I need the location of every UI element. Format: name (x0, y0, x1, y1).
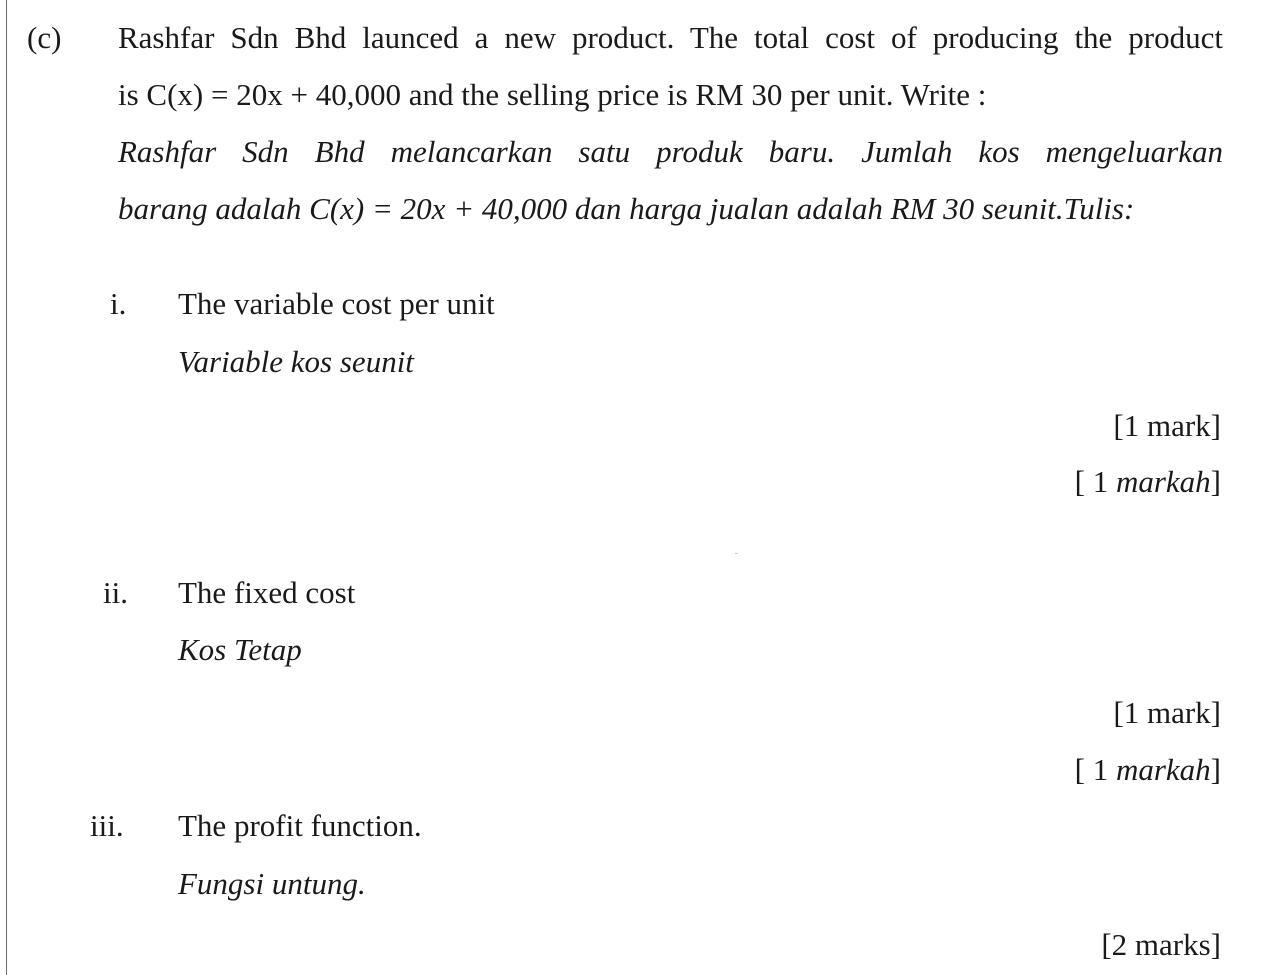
part-iii-marks: [2 marks] (1101, 927, 1221, 962)
part-i-marks-malay: [ 1 markah] (1074, 464, 1221, 499)
question-line-1: Rashfar Sdn Bhd launced a new product. The total cost of producing the product (118, 20, 1223, 55)
part-ii-text: The fixed cost (178, 575, 356, 610)
part-ii-label: ii. (103, 575, 128, 610)
part-ii-marks: [1 mark] (1113, 695, 1221, 730)
question-line-2: is C(x) = 20x + 40,000 and the selling price is RM 30 per unit. Write : (118, 77, 987, 112)
part-iii-text-malay: Fungsi untung. (178, 866, 366, 901)
part-i-label: i. (110, 286, 127, 321)
part-ii-marks-malay: [ 1 markah] (1074, 752, 1221, 787)
question-line-4-malay: barang adalah C(x) = 20x + 40,000 dan harga jualan adalah RM 30 seunit.Tulis: (118, 191, 1135, 226)
part-iii-text: The profit function. (178, 808, 422, 843)
page-border-left (6, 0, 7, 975)
part-i-text: The variable cost per unit (178, 286, 495, 321)
scan-speck (735, 553, 738, 554)
part-iii-label: iii. (90, 808, 124, 843)
part-i-marks: [1 mark] (1113, 408, 1221, 443)
question-line-3-malay: Rashfar Sdn Bhd melancarkan satu produk baru. Jumlah kos mengeluarkan (118, 134, 1223, 169)
part-i-text-malay: Variable kos seunit (178, 344, 414, 379)
question-label: (c) (27, 20, 62, 55)
part-ii-text-malay: Kos Tetap (178, 632, 302, 667)
